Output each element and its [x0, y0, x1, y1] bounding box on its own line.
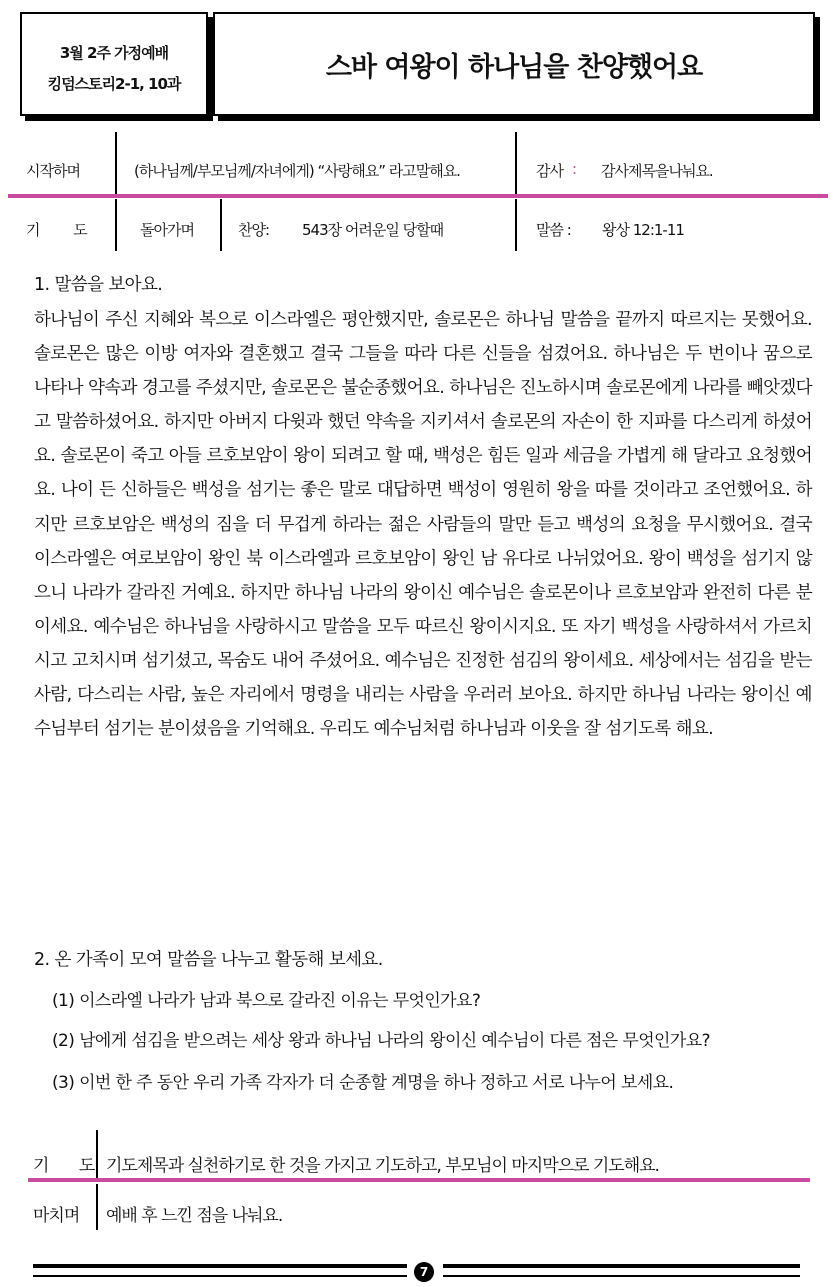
worship-info-box: [20, 12, 208, 116]
section2-heading: 2. 온 가족이 모여 말씀을 나누고 활동해 보세요.: [34, 950, 383, 970]
worship-week: 3월 2주 가정예배: [59, 44, 169, 62]
page-title: 스바 여왕이 하나님을 찬양했어요: [325, 51, 703, 83]
question-3: (3) 이번 한 주 동안 우리 가족 각자가 더 순종할 계명을 하나 정하고 서로 나누어 보세요.: [52, 1073, 674, 1093]
divider: [115, 199, 117, 251]
end-label: 마치며: [33, 1206, 80, 1226]
divider: [515, 132, 517, 194]
page-number: 7: [414, 1262, 434, 1282]
word-text: 왕상 12:1-11: [602, 221, 684, 239]
word-label: 말씀 :: [536, 221, 571, 239]
start-text: (하나님께/부모님께/자녀에게) “사랑해요” 라고말해요.: [134, 162, 460, 180]
hymn-text: 543장 어려운일 당할때: [302, 221, 444, 239]
divider: [96, 1184, 98, 1230]
thanks-colon: :: [572, 160, 577, 178]
divider: [515, 199, 517, 251]
footer-rule: [443, 1264, 800, 1277]
section1-heading: 1. 말씀을 보아요.: [34, 275, 163, 295]
title-box: [213, 12, 815, 116]
divider: [115, 132, 117, 194]
prayer-text: 돌아가며: [140, 221, 194, 239]
closing-prayer-label: 기 도: [33, 1156, 108, 1176]
end-text: 예배 후 느낀 점을 나눠요.: [106, 1206, 283, 1226]
hymn-label: 찬양:: [238, 221, 270, 239]
divider: [220, 199, 222, 251]
lesson-series: 킹덤스토리2-1, 10과: [47, 75, 181, 93]
accent-rule: [28, 1178, 810, 1182]
question-2: (2) 남에게 섬김을 받으려는 세상 왕과 하나님 나라의 왕이신 예수님이 다른 점은 무엇인가요?: [52, 1031, 710, 1051]
start-label: 시작하며: [26, 162, 80, 180]
accent-rule: [8, 194, 828, 198]
section1-body: 하나님이 주신 지혜와 복으로 이스라엘은 평안했지만, 솔로몬은 하나님 말씀을 끝까지 따르지는 못했어요. 솔로몬은 많은 이방 여자와 결혼했고 결국 그들을 따라 다른 신들을 섬겼어요. 하나님은 두 번이나 꿈으로 나타나 약속과 경고를 주셨지만, 솔로몬은 불순종했어요. 하나님은 진노하시며 솔로몬에게 나라를 빼앗겠다고 말씀하셨어요. 하지만 아버지 다윗과 했던 약속을 지키셔서 솔로몬의 자손이 한 지파를 다스리게 하셨어요. 솔로몬이 죽고 아들 르호보암이 왕이 되려고 할 때, 백성은 힘든 일과 세금을 가볍게 해 달라고 요청했어요. 나이 든 신하들은 백성을 섬기는 좋은 말로 대답하면 백성이 영원히 왕을 따를 것이라고 조언했어요. 하지만 르호보암은 백성의 짐을 더 무겁게 하라는 젊은 사람들의 말만 듣고 백성의 요청을 무시했어요. 결국 이스라엘은 여로보암이 왕인 북 이스라엘과 르호보암이 왕인 남 유다로 나뉘었어요. 왕이 백성을 섬기지 않으니 나라가 갈라진 거예요. 하지만 하나님 나라의 왕이신 예수님은 솔로몬이나 르호보암과 완전히 다른 분이세요. 예수님은 하나님을 사랑하시고 말씀을 모두 따르신 왕이시지요. 또 자기 백성을 사랑하셔서 가르치시고 고치시며 섬기셨고, 목숨도 내어 주셨어요. 예수님은 진정한 섬김의 왕이세요. 세상에서는 섬김을 받는 사람, 다스리는 사람, 높은 자리에서 명령을 내리는 사람을 우러러 보아요. 하지만 하나님 나라는 왕이신 예수님부터 섬기는 분이셨음을 기억해요. 우리도 예수님처럼 하나님과 이웃을 잘 섬기도록 해요.: [34, 310, 812, 740]
thanks-text: 감사제목을나눠요.: [601, 162, 713, 180]
thanks-label: 감사: [536, 162, 563, 180]
prayer-label: 기 도: [26, 221, 102, 239]
closing-prayer-text: 기도제목과 실천하기로 한 것을 가지고 기도하고, 부모님이 마지막으로 기도해요.: [106, 1156, 659, 1176]
question-1: (1) 이스라엘 나라가 남과 북으로 갈라진 이유는 무엇인가요?: [52, 991, 481, 1011]
footer-rule: [33, 1264, 407, 1277]
